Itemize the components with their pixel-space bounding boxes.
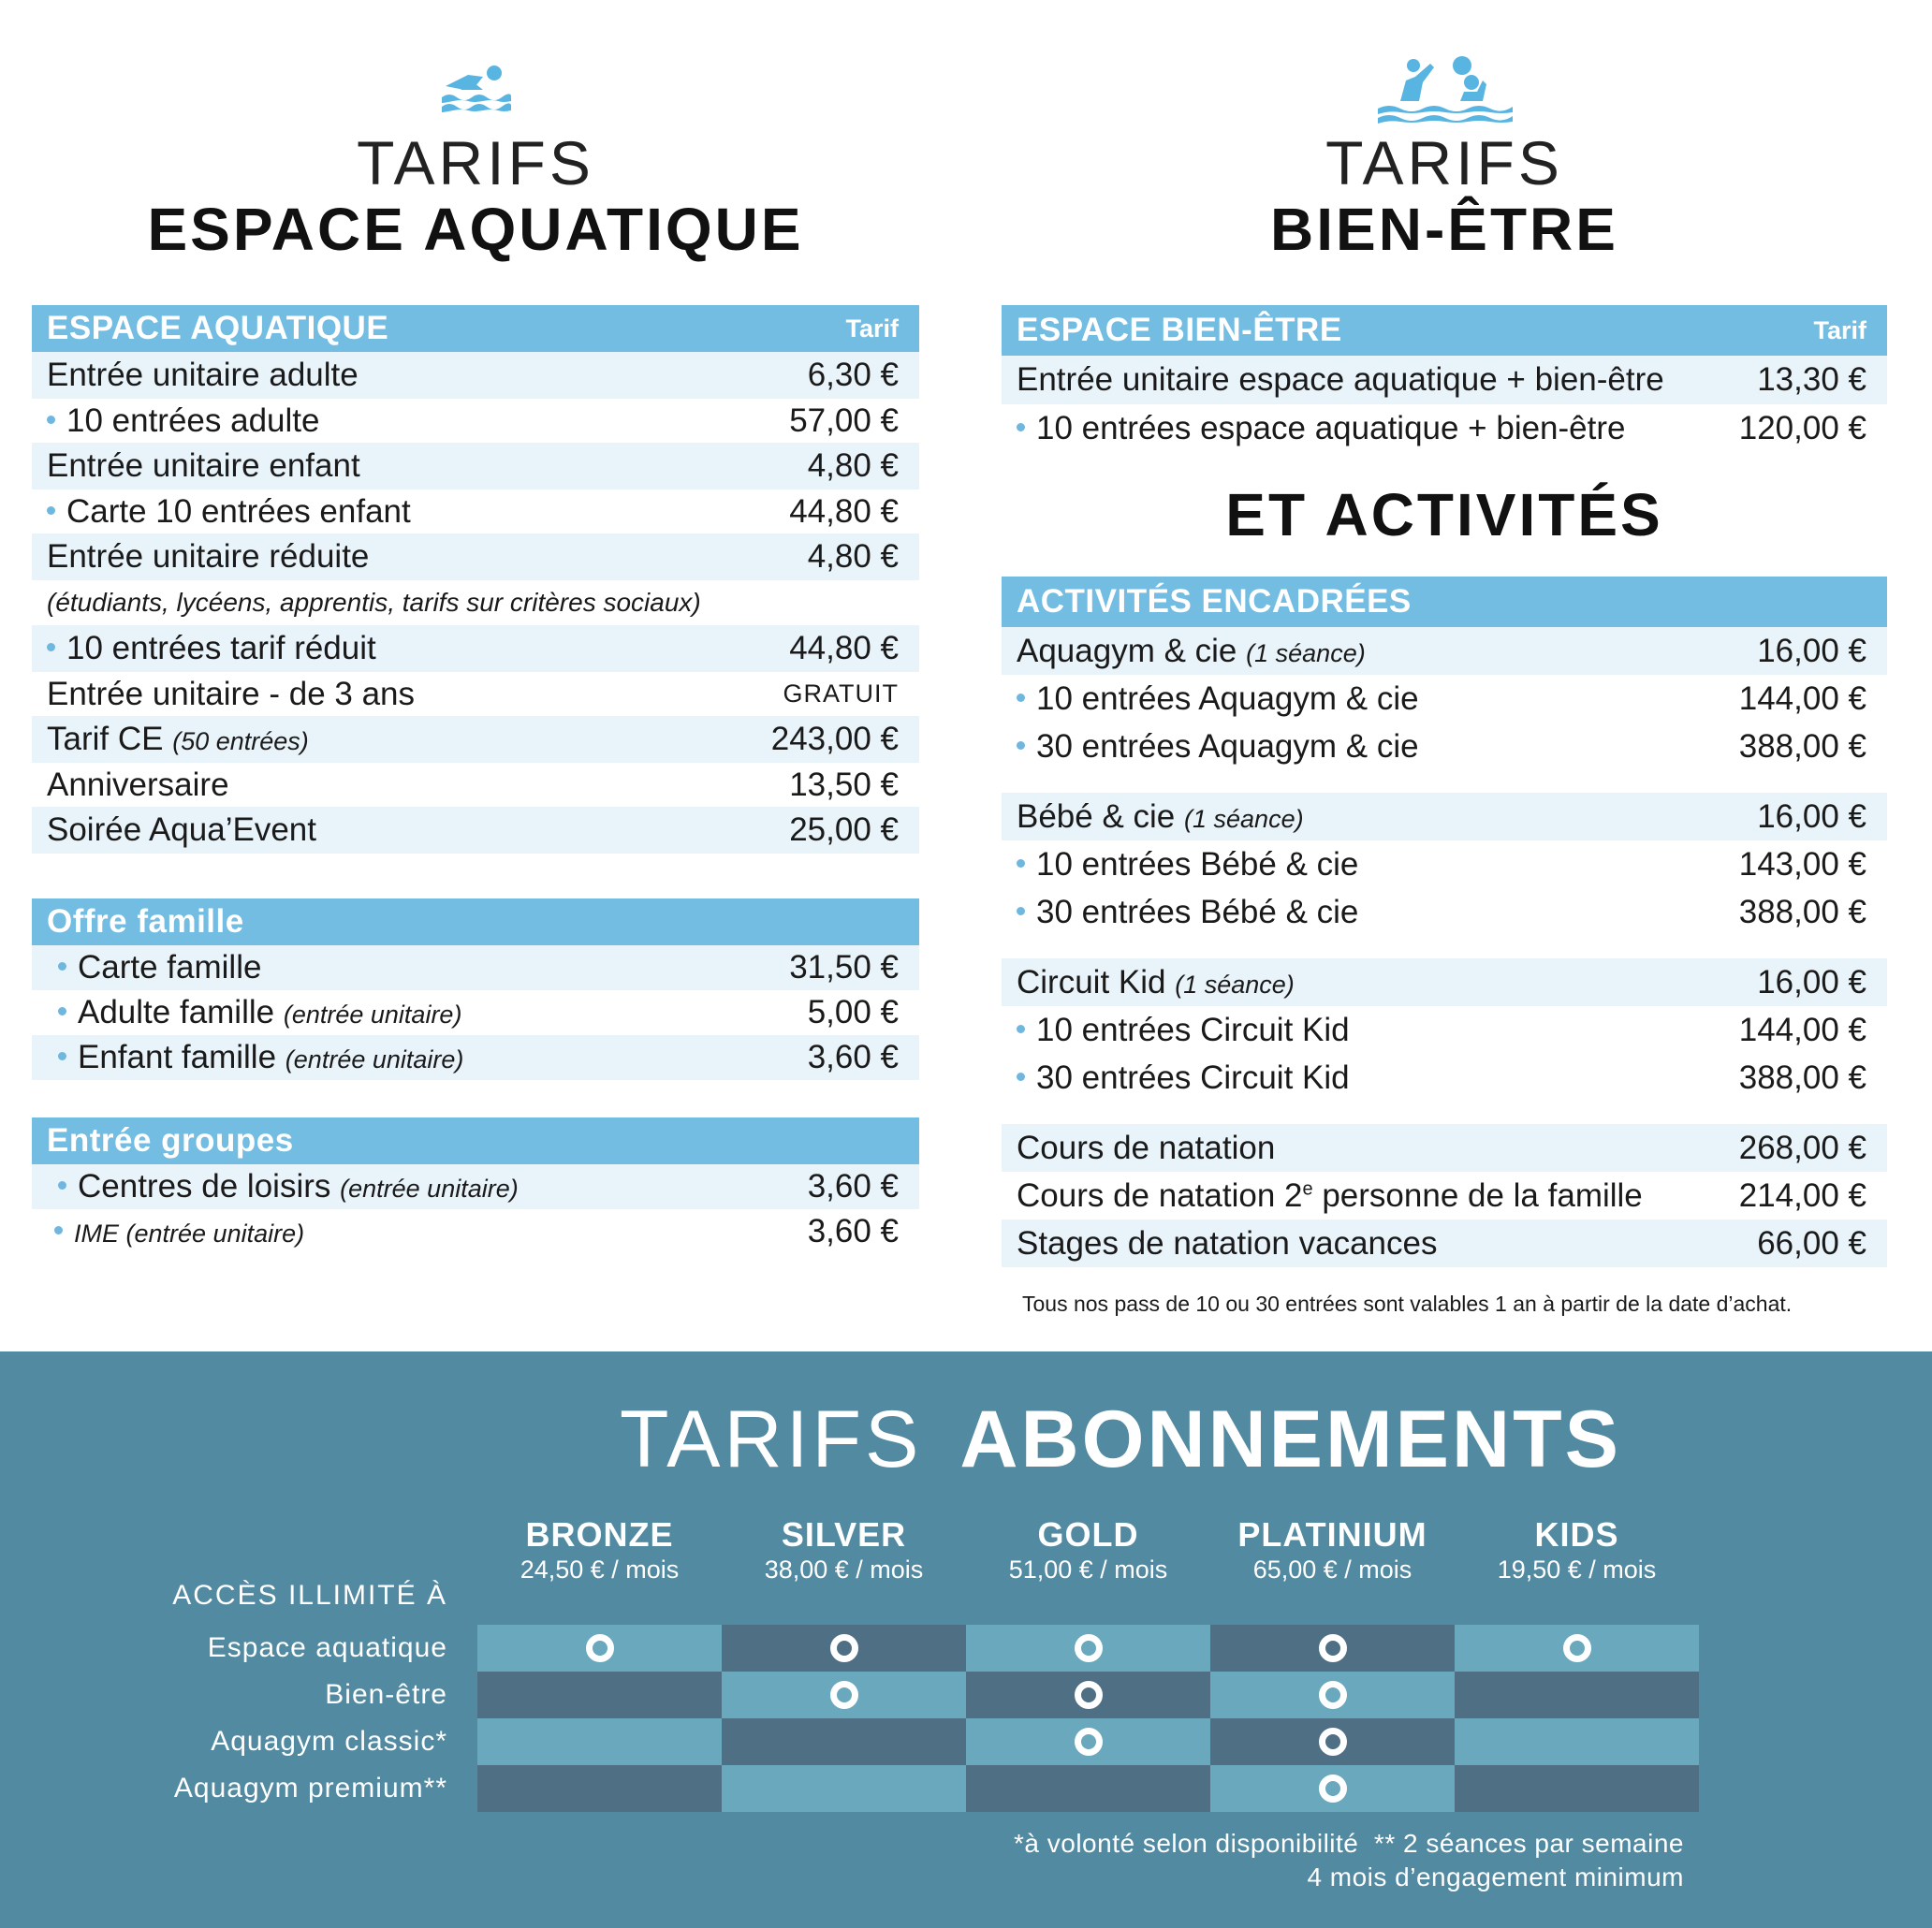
table-row bbox=[1002, 1054, 1887, 1102]
plan-silver bbox=[722, 1516, 966, 1585]
row-note: (entrée unitaire) bbox=[285, 1045, 464, 1074]
bien-etre-table-header bbox=[1002, 305, 1887, 356]
row-label: Carte 10 entrées enfant bbox=[66, 492, 411, 530]
row-price: 3,60 € bbox=[807, 1168, 899, 1205]
famille-price-table bbox=[32, 898, 919, 1080]
bullet-icon bbox=[54, 1226, 63, 1234]
footnote-line: *à volonté selon disponibilité ** 2 séances par semaine bbox=[1014, 1829, 1684, 1858]
row-label: 10 entrées adulte bbox=[66, 402, 320, 439]
table-row bbox=[32, 533, 919, 580]
table-row bbox=[32, 672, 919, 716]
row-label: Entrée unitaire enfant bbox=[47, 447, 360, 484]
aquatique-header bbox=[32, 0, 919, 305]
table-row bbox=[32, 399, 919, 443]
matrix-cell bbox=[722, 1718, 966, 1765]
footnote-line: 4 mois d’engagement minimum bbox=[1307, 1862, 1684, 1891]
feature-label: Aquagym classic* bbox=[211, 1726, 447, 1757]
bien-etre-header bbox=[1002, 0, 1887, 305]
row-price: 13,30 € bbox=[1757, 361, 1866, 398]
row-price: 214,00 € bbox=[1738, 1176, 1866, 1214]
bullet-icon bbox=[58, 1007, 66, 1015]
table-row bbox=[32, 352, 919, 399]
row-price: 144,00 € bbox=[1738, 1011, 1866, 1048]
table-row bbox=[32, 990, 919, 1035]
row-label: Centres de loisirs bbox=[78, 1168, 331, 1205]
plan-name: GOLD bbox=[1037, 1515, 1139, 1554]
included-dot-icon bbox=[1075, 1681, 1103, 1709]
aqua-price-table bbox=[32, 305, 919, 854]
row-note: (1 séance) bbox=[1246, 638, 1366, 667]
swimmer-icon bbox=[440, 58, 511, 112]
matrix-row bbox=[477, 1765, 1699, 1812]
plan-price: 65,00 € / mois bbox=[1252, 1556, 1412, 1584]
bullet-icon bbox=[47, 416, 55, 424]
matrix-row bbox=[477, 1625, 1699, 1672]
row-price: 143,00 € bbox=[1738, 845, 1866, 883]
bullet-icon bbox=[1017, 859, 1025, 868]
row-label: 30 entrées Aquagym & cie bbox=[1036, 727, 1419, 765]
row-note: (1 séance) bbox=[1184, 804, 1304, 833]
table-row bbox=[32, 489, 919, 533]
aquatique-title-light: TARIFS bbox=[357, 128, 594, 197]
table-row bbox=[1002, 958, 1887, 1006]
bien-etre-price-table bbox=[1002, 305, 1887, 453]
matrix-cell bbox=[477, 1625, 722, 1672]
activites-price-table bbox=[1002, 577, 1887, 1267]
aqua-table-price-heading: Tarif bbox=[845, 314, 899, 343]
bullet-icon bbox=[1017, 1025, 1025, 1033]
bullet-icon bbox=[1017, 907, 1025, 915]
plan-price: 19,50 € / mois bbox=[1497, 1556, 1657, 1584]
table-row bbox=[32, 945, 919, 990]
matrix-row bbox=[477, 1672, 1699, 1718]
bullet-icon bbox=[58, 1181, 66, 1190]
row-price: 144,00 € bbox=[1738, 679, 1866, 717]
plan-kids bbox=[1455, 1516, 1699, 1585]
row-price: 388,00 € bbox=[1738, 893, 1866, 930]
table-row bbox=[1002, 840, 1887, 888]
row-label: 30 entrées Circuit Kid bbox=[1036, 1059, 1350, 1096]
row-label: 30 entrées Bébé & cie bbox=[1036, 893, 1359, 930]
matrix-cell bbox=[1455, 1718, 1699, 1765]
plan-price: 38,00 € / mois bbox=[764, 1556, 924, 1584]
groupes-table-header bbox=[32, 1117, 919, 1164]
row-label: 10 entrées espace aquatique + bien-être bbox=[1036, 410, 1626, 446]
matrix-cell bbox=[966, 1765, 1210, 1812]
row-label-superscript: e bbox=[1302, 1177, 1313, 1199]
aqua-table-title: ESPACE AQUATIQUE bbox=[47, 310, 389, 346]
row-label: Entrée unitaire - de 3 ans bbox=[47, 675, 416, 712]
matrix-cell bbox=[722, 1625, 966, 1672]
activites-title: ET ACTIVITÉS bbox=[1225, 481, 1663, 548]
matrix-cell bbox=[722, 1672, 966, 1718]
groupes-price-table bbox=[32, 1117, 919, 1254]
matrix-cell bbox=[477, 1672, 722, 1718]
aquatique-title-bold: ESPACE AQUATIQUE bbox=[147, 196, 804, 263]
matrix-row bbox=[477, 1718, 1699, 1765]
row-price: 120,00 € bbox=[1738, 410, 1866, 446]
water-play-icon bbox=[1374, 54, 1515, 124]
plan-platinium bbox=[1210, 1516, 1455, 1585]
table-row bbox=[32, 1209, 919, 1254]
table-row bbox=[1002, 1172, 1887, 1220]
table-row bbox=[32, 763, 919, 807]
row-label: Tarif CE bbox=[47, 721, 164, 757]
table-row bbox=[1002, 1220, 1887, 1267]
feature-label: Espace aquatique bbox=[207, 1632, 447, 1663]
included-dot-icon bbox=[1075, 1728, 1103, 1756]
row-label: Soirée Aqua’Event bbox=[47, 811, 316, 848]
matrix-cell bbox=[1455, 1765, 1699, 1812]
plan-price: 51,00 € / mois bbox=[1008, 1556, 1168, 1584]
matrix-cell bbox=[1210, 1625, 1455, 1672]
table-row bbox=[32, 443, 919, 489]
row-label: Anniversaire bbox=[47, 766, 229, 803]
matrix-cell bbox=[966, 1625, 1210, 1672]
row-price: 16,00 € bbox=[1757, 632, 1866, 669]
row-label: Carte famille bbox=[78, 949, 262, 986]
row-price: 388,00 € bbox=[1738, 1059, 1866, 1096]
row-label: Aquagym & cie bbox=[1017, 632, 1237, 669]
row-label: Entrée unitaire réduite bbox=[47, 538, 370, 575]
bien-etre-table-title: ESPACE BIEN-ÊTRE bbox=[1017, 312, 1342, 348]
plan-name: KIDS bbox=[1534, 1515, 1619, 1554]
included-dot-icon bbox=[1319, 1775, 1347, 1803]
bullet-icon bbox=[47, 643, 55, 651]
row-price: 388,00 € bbox=[1738, 727, 1866, 765]
row-price: 66,00 € bbox=[1757, 1224, 1866, 1262]
table-row bbox=[1002, 356, 1887, 404]
matrix-cell bbox=[1455, 1625, 1699, 1672]
row-price: 13,50 € bbox=[789, 766, 899, 803]
table-row bbox=[32, 716, 919, 763]
row-price: 6,30 € bbox=[807, 357, 899, 393]
aqua-table-header bbox=[32, 305, 919, 352]
bullet-icon bbox=[1017, 741, 1025, 750]
abonnements-footnotes bbox=[1014, 1827, 1684, 1894]
row-price: 4,80 € bbox=[807, 538, 899, 575]
row-label: Entrée unitaire espace aquatique + bien-être bbox=[1017, 361, 1664, 398]
row-label: Entrée unitaire adulte bbox=[47, 357, 359, 393]
famille-table-title: Offre famille bbox=[47, 903, 244, 940]
row-price: GRATUIT bbox=[783, 679, 899, 708]
left-column bbox=[32, 0, 919, 1254]
row-price: 268,00 € bbox=[1738, 1129, 1866, 1166]
row-label: Enfant famille bbox=[78, 1039, 277, 1075]
matrix-cell bbox=[722, 1765, 966, 1812]
table-row bbox=[1002, 723, 1887, 770]
plan-headers bbox=[477, 1516, 1699, 1585]
groupes-table-title: Entrée groupes bbox=[47, 1122, 294, 1159]
row-price: 16,00 € bbox=[1757, 797, 1866, 835]
row-note: (1 séance) bbox=[1175, 970, 1295, 999]
row-label: 10 entrées Circuit Kid bbox=[1036, 1011, 1350, 1048]
table-row bbox=[1002, 627, 1887, 675]
matrix-cell bbox=[477, 1718, 722, 1765]
plan-price: 24,50 € / mois bbox=[520, 1556, 680, 1584]
row-price: 57,00 € bbox=[789, 402, 899, 439]
included-dot-icon bbox=[830, 1634, 858, 1662]
row-label: Bébé & cie bbox=[1017, 797, 1176, 835]
row-label: 10 entrées Aquagym & cie bbox=[1036, 679, 1419, 717]
matrix-cell bbox=[1455, 1672, 1699, 1718]
included-dot-icon bbox=[1319, 1634, 1347, 1662]
abonnements-title bbox=[0, 1393, 1932, 1486]
plan-bronze bbox=[477, 1516, 722, 1585]
row-price: 16,00 € bbox=[1757, 963, 1866, 1001]
bullet-icon bbox=[58, 1052, 66, 1060]
included-dot-icon bbox=[830, 1681, 858, 1709]
included-dot-icon bbox=[1319, 1728, 1347, 1756]
row-price: 31,50 € bbox=[789, 949, 899, 986]
table-row bbox=[32, 1164, 919, 1209]
table-row bbox=[1002, 404, 1887, 453]
row-label: Adulte famille bbox=[78, 994, 275, 1030]
row-label: Circuit Kid bbox=[1017, 963, 1166, 1001]
access-matrix bbox=[477, 1625, 1699, 1812]
abonnements-title-bold: ABONNEMENTS bbox=[959, 1395, 1622, 1484]
row-price: 44,80 € bbox=[789, 630, 899, 666]
bullet-icon bbox=[1017, 423, 1025, 431]
abonnements-title-light: TARIFS bbox=[619, 1395, 923, 1484]
right-column bbox=[1002, 0, 1887, 1317]
reduced-rate-note: (étudiants, lycéens, apprentis, tarifs sur critères sociaux) bbox=[47, 588, 701, 617]
row-price: 25,00 € bbox=[789, 811, 899, 848]
row-label: Cours de natation bbox=[1017, 1129, 1276, 1166]
bien-etre-table-price-heading: Tarif bbox=[1813, 315, 1866, 344]
plan-name: BRONZE bbox=[525, 1515, 674, 1554]
matrix-cell bbox=[1210, 1718, 1455, 1765]
table-row bbox=[1002, 675, 1887, 723]
plan-gold bbox=[966, 1516, 1210, 1585]
row-price: 4,80 € bbox=[807, 447, 899, 484]
feature-label: Bien-être bbox=[325, 1679, 447, 1710]
row-label-part: Cours de natation 2 bbox=[1017, 1176, 1303, 1214]
pass-validity-note: Tous nos pass de 10 ou 30 entrées sont valables 1 an à partir de la date d’achat. bbox=[1022, 1292, 1793, 1316]
table-row bbox=[32, 807, 919, 854]
matrix-cell bbox=[966, 1718, 1210, 1765]
bullet-icon bbox=[1017, 694, 1025, 702]
table-row bbox=[1002, 888, 1887, 936]
table-row bbox=[1002, 1124, 1887, 1172]
matrix-cell bbox=[477, 1765, 722, 1812]
access-heading: ACCÈS ILLIMITÉ À bbox=[172, 1580, 447, 1611]
bien-etre-title-light: TARIFS bbox=[1325, 128, 1563, 197]
row-label: 10 entrées Bébé & cie bbox=[1036, 845, 1359, 883]
row-price: 3,60 € bbox=[807, 1213, 899, 1249]
row-note: (entrée unitaire) bbox=[283, 1001, 462, 1029]
bien-etre-title-bold: BIEN-ÊTRE bbox=[1270, 196, 1618, 263]
row-price: 44,80 € bbox=[789, 492, 899, 530]
plan-name: SILVER bbox=[781, 1515, 907, 1554]
abonnements-section bbox=[0, 1351, 1932, 1928]
plan-name: PLATINIUM bbox=[1237, 1515, 1427, 1554]
table-row bbox=[32, 1035, 919, 1080]
included-dot-icon bbox=[1563, 1634, 1591, 1662]
activites-table-title: ACTIVITÉS ENCADRÉES bbox=[1017, 583, 1412, 620]
table-row bbox=[1002, 793, 1887, 840]
row-price: 243,00 € bbox=[770, 721, 899, 757]
row-note: (entrée unitaire) bbox=[340, 1175, 519, 1203]
row-label: 10 entrées tarif réduit bbox=[66, 630, 376, 666]
row-label-part: personne de la famille bbox=[1312, 1176, 1643, 1214]
row-label: IME (entrée unitaire) bbox=[74, 1220, 305, 1248]
row-price: 3,60 € bbox=[807, 1039, 899, 1075]
matrix-cell bbox=[1210, 1672, 1455, 1718]
included-dot-icon bbox=[1319, 1681, 1347, 1709]
matrix-cell bbox=[1210, 1765, 1455, 1812]
famille-table-header bbox=[32, 898, 919, 945]
bullet-icon bbox=[47, 506, 55, 515]
included-dot-icon bbox=[1075, 1634, 1103, 1662]
row-note: (50 entrées) bbox=[172, 727, 309, 755]
table-row bbox=[1002, 1006, 1887, 1054]
table-row bbox=[32, 625, 919, 672]
feature-label: Aquagym premium** bbox=[173, 1773, 447, 1804]
row-price: 5,00 € bbox=[807, 994, 899, 1030]
bullet-icon bbox=[58, 962, 66, 971]
bullet-icon bbox=[1017, 1073, 1025, 1081]
matrix-cell bbox=[966, 1672, 1210, 1718]
activites-table-header bbox=[1002, 577, 1887, 627]
included-dot-icon bbox=[586, 1634, 614, 1662]
row-label: Stages de natation vacances bbox=[1017, 1224, 1438, 1262]
